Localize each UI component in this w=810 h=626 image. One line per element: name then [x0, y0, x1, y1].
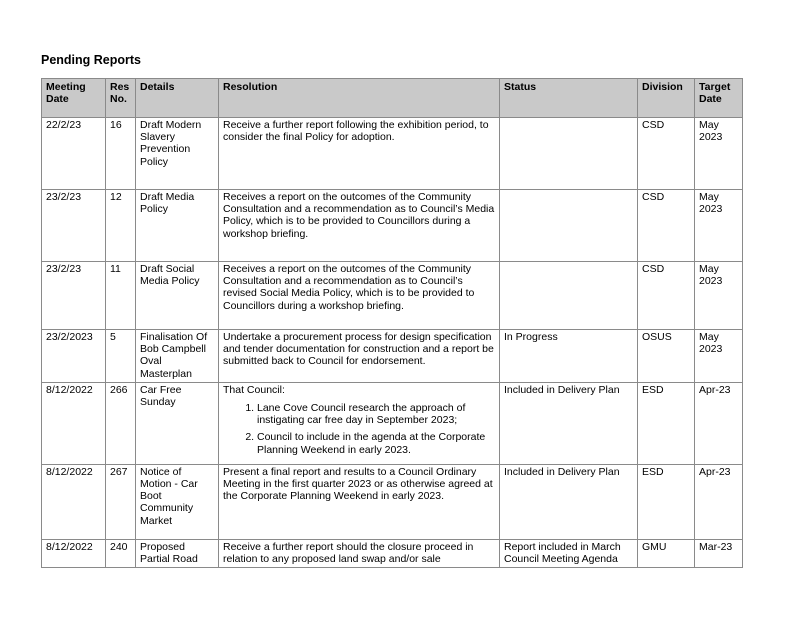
- cell-res-no: 267: [106, 464, 136, 539]
- cell-meeting-date: 23/2/23: [42, 190, 106, 262]
- cell-res-no: 266: [106, 382, 136, 464]
- cell-division: OSUS: [638, 330, 695, 383]
- cell-target-date: Apr-23: [695, 382, 743, 464]
- table-row: [42, 190, 743, 262]
- cell-res-no: 240: [106, 539, 136, 567]
- cell-status: [500, 118, 638, 190]
- header-status: Status: [500, 79, 638, 118]
- cell-target-date: May 2023: [695, 330, 743, 383]
- resolution-list-item: 2. Council to include in the agenda at the Corporate Planning Weekend in early 2023.: [257, 431, 495, 455]
- cell-status: [500, 190, 638, 262]
- cell-division: ESD: [638, 464, 695, 539]
- header-division: Division: [638, 79, 695, 118]
- cell-division: GMU: [638, 539, 695, 567]
- resolution-list: [223, 402, 495, 456]
- cell-division: CSD: [638, 118, 695, 190]
- cell-res-no: 5: [106, 330, 136, 383]
- cell-division: ESD: [638, 382, 695, 464]
- cell-division: CSD: [638, 190, 695, 262]
- header-res-no: Res No.: [106, 79, 136, 118]
- table-row: [42, 464, 743, 539]
- cell-res-no: 11: [106, 262, 136, 330]
- cell-target-date: Apr-23: [695, 464, 743, 539]
- cell-res-no: 16: [106, 118, 136, 190]
- table-row: [42, 539, 743, 567]
- cell-resolution: Receives a report on the outcomes of the Community Consultation and a recommendation as to Council’s revised Social Media Policy, which is to be provided to Councillors during a workshop briefing.: [219, 262, 500, 330]
- resolution-list-item: 1. Lane Cove Council research the approach of instigating car free day in September 2023;: [257, 402, 495, 426]
- cell-meeting-date: 23/2/23: [42, 262, 106, 330]
- cell-details: Car Free Sunday: [136, 382, 219, 464]
- header-resolution: Resolution: [219, 79, 500, 118]
- cell-status: [500, 262, 638, 330]
- page-title: Pending Reports: [41, 53, 142, 67]
- table-header-row: [42, 79, 743, 118]
- cell-details: Draft Media Policy: [136, 190, 219, 262]
- cell-resolution: Present a final report and results to a Council Ordinary Meeting in the first quarter 2023 or as otherwise agreed at the Corporate Planning Weekend in early 2023.: [219, 464, 500, 539]
- resolution-intro: That Council:: [223, 383, 285, 396]
- cell-meeting-date: 8/12/2022: [42, 382, 106, 464]
- cell-status: Included in Delivery Plan: [500, 382, 638, 464]
- header-meeting-date: Meeting Date: [42, 79, 106, 118]
- cell-meeting-date: 22/2/23: [42, 118, 106, 190]
- table-row: [42, 118, 743, 190]
- cell-meeting-date: 8/12/2022: [42, 539, 106, 567]
- pending-reports-table: [41, 78, 743, 568]
- cell-status: Included in Delivery Plan: [500, 464, 638, 539]
- table-row: [42, 262, 743, 330]
- cell-target-date: May 2023: [695, 262, 743, 330]
- cell-status: In Progress: [500, 330, 638, 383]
- cell-meeting-date: 8/12/2022: [42, 464, 106, 539]
- cell-resolution: [219, 382, 500, 464]
- cell-resolution: Receives a report on the outcomes of the Community Consultation and a recommendation as to Council’s Media Policy, which is to be provided to Councillors during a workshop briefing.: [219, 190, 500, 262]
- cell-target-date: May 2023: [695, 118, 743, 190]
- table-row: [42, 382, 743, 464]
- cell-resolution: Undertake a procurement process for design specification and tender documentation for construction and a report be submitted back to Council for endorsement.: [219, 330, 500, 383]
- cell-target-date: Mar-23: [695, 539, 743, 567]
- cell-target-date: May 2023: [695, 190, 743, 262]
- cell-details: Draft Modern Slavery Prevention Policy: [136, 118, 219, 190]
- cell-details: Finalisation Of Bob Campbell Oval Masterplan: [136, 330, 219, 383]
- cell-meeting-date: 23/2/2023: [42, 330, 106, 383]
- cell-division: CSD: [638, 262, 695, 330]
- table-row: [42, 330, 743, 383]
- cell-resolution: Receive a further report following the exhibition period, to consider the final Policy for adoption.: [219, 118, 500, 190]
- cell-res-no: 12: [106, 190, 136, 262]
- header-details: Details: [136, 79, 219, 118]
- cell-status: Report included in March Council Meeting Agenda: [500, 539, 638, 567]
- cell-details: Draft Social Media Policy: [136, 262, 219, 330]
- cell-details: Proposed Partial Road: [136, 539, 219, 567]
- cell-resolution: Receive a further report should the closure proceed in relation to any proposed land swap and/or sale: [219, 539, 500, 567]
- header-target-date: Target Date: [695, 79, 743, 118]
- cell-details: Notice of Motion - Car Boot Community Market: [136, 464, 219, 539]
